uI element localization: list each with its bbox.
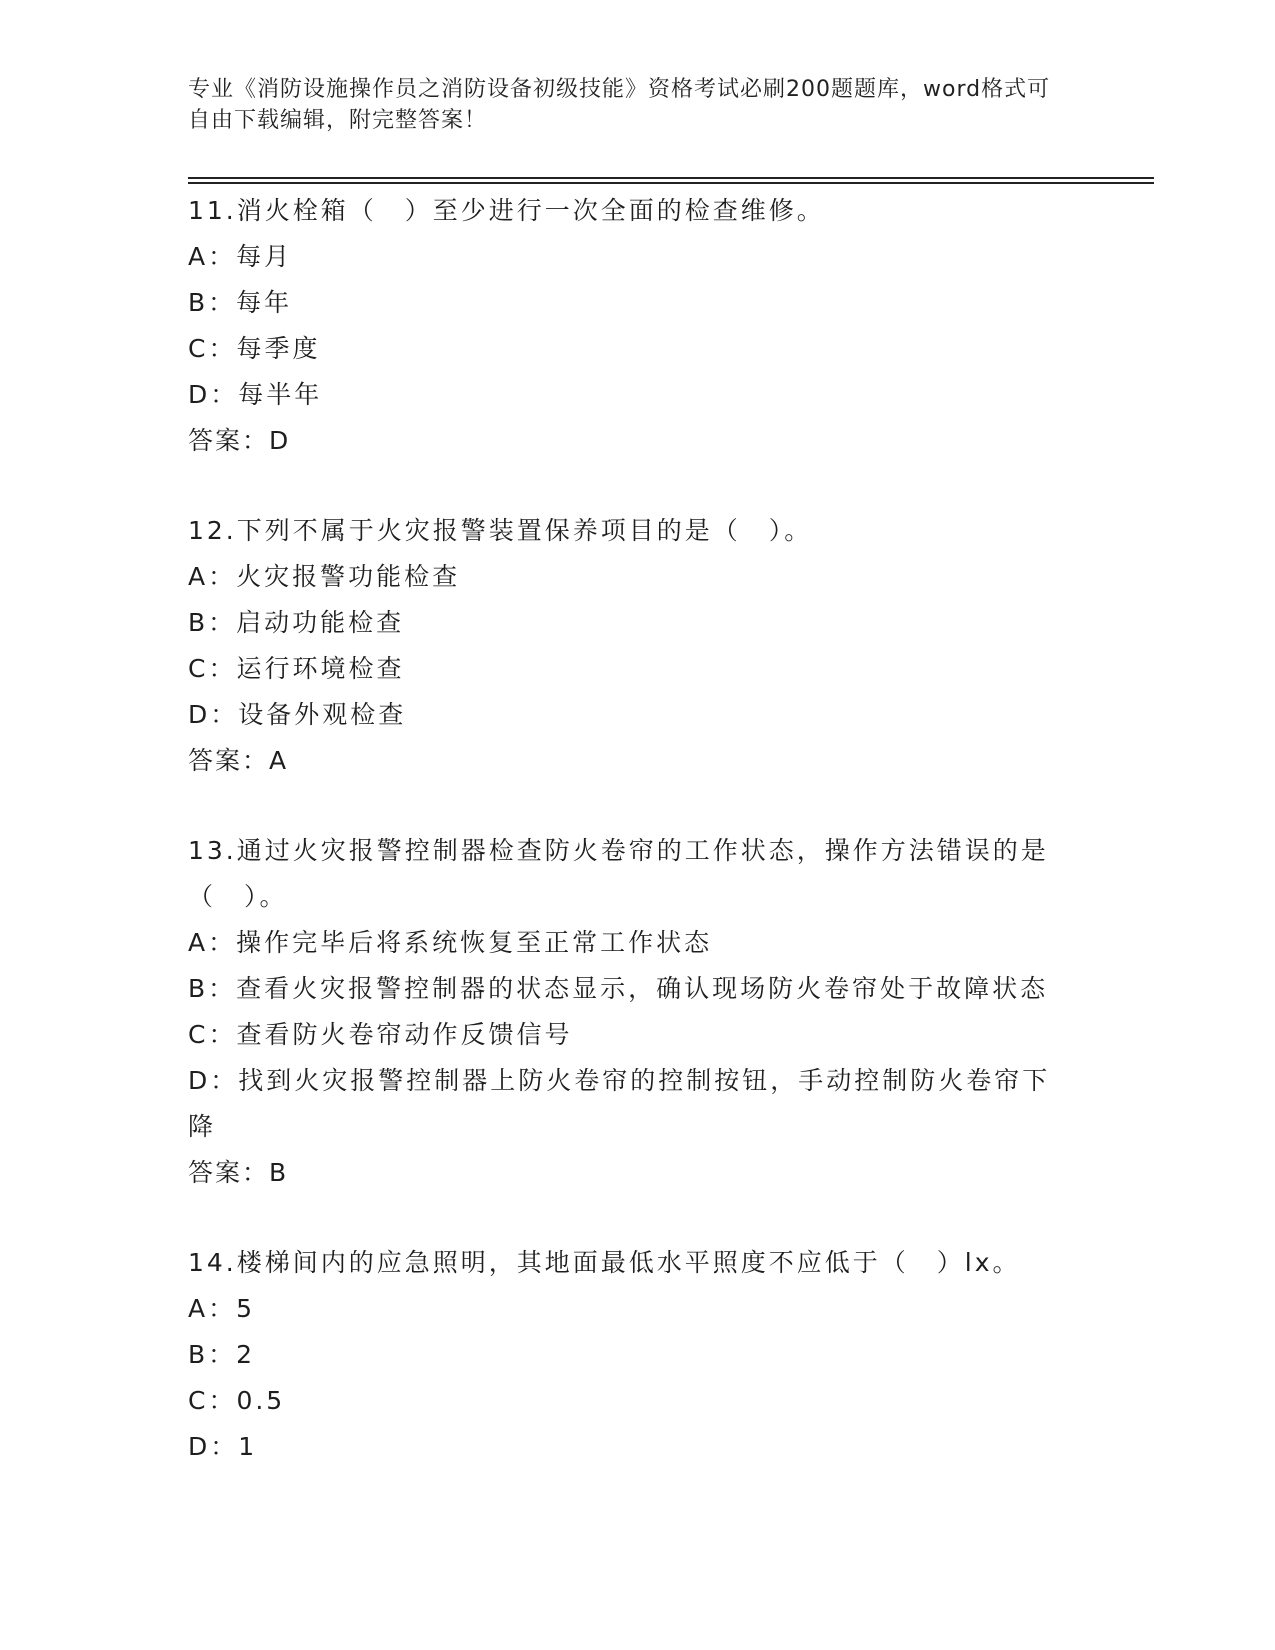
- option-a: A：操作完毕后将系统恢复至正常工作状态: [188, 928, 713, 957]
- option-c: C：0.5: [188, 1386, 286, 1415]
- option-d: D：设备外观检查: [188, 700, 407, 729]
- question-14: [188, 1240, 1078, 1470]
- question-stem: 14.楼梯间内的应急照明，其地面最低水平照度不应低于（ ）lx。: [188, 1248, 1021, 1277]
- option-c: C：查看防火卷帘动作反馈信号: [188, 1020, 573, 1049]
- option-b: B：查看火灾报警控制器的状态显示，确认现场防火卷帘处于故障状态: [188, 974, 1049, 1003]
- question-11: [188, 188, 1078, 464]
- option-a: A：每月: [188, 242, 293, 271]
- document-header: 专业《消防设施操作员之消防设备初级技能》资格考试必刷200题题库，word格式可自由下载编辑，附完整答案！: [188, 77, 1051, 133]
- option-c: C：运行环境检查: [188, 654, 405, 683]
- question-stem: 12.下列不属于火灾报警装置保养项目的是（ ）。: [188, 516, 813, 545]
- option-b: B：启动功能检查: [188, 608, 405, 637]
- question-stem: 13.通过火灾报警控制器检查防火卷帘的工作状态，操作方法错误的是（ ）。: [188, 836, 1049, 911]
- header-rule-bottom: [188, 182, 1154, 184]
- header-rule-top: [188, 177, 1154, 179]
- option-d: D：找到火灾报警控制器上防火卷帘的控制按钮，手动控制防火卷帘下降: [188, 1066, 1051, 1141]
- option-a: A：火灾报警功能检查: [188, 562, 461, 591]
- question-13: [188, 828, 1078, 1196]
- question-12: [188, 508, 1078, 784]
- option-d: D：每半年: [188, 380, 323, 409]
- answer: 答案：A: [188, 746, 289, 775]
- question-stem: 11.消火栓箱（ ）至少进行一次全面的检查维修。: [188, 196, 825, 225]
- option-b: B：2: [188, 1340, 256, 1369]
- option-a: A：5: [188, 1294, 256, 1323]
- option-c: C：每季度: [188, 334, 321, 363]
- option-d: D：1: [188, 1432, 258, 1461]
- option-b: B：每年: [188, 288, 293, 317]
- answer: 答案：B: [188, 1158, 289, 1187]
- answer: 答案：D: [188, 426, 291, 455]
